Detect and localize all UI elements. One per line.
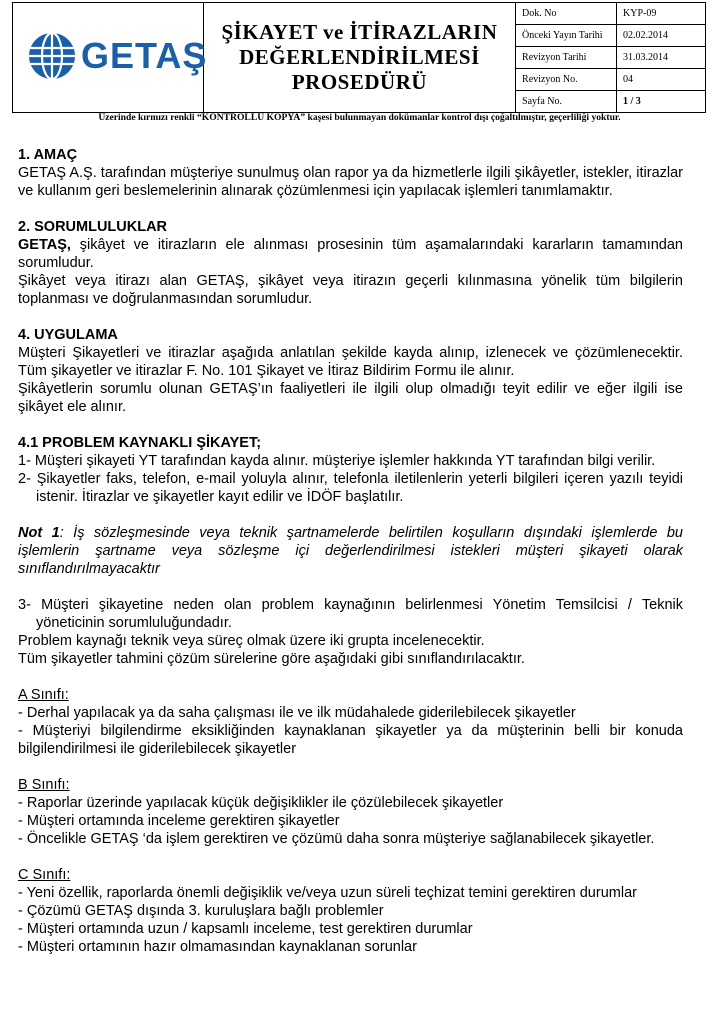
- document-title: [203, 3, 515, 113]
- info-row: [516, 91, 705, 113]
- title-line-2: DEĞERLENDİRİLMESİ: [239, 45, 480, 69]
- responsibilities-paragraph-1-text: şikâyet ve itirazların ele alınması prosesinin tüm aşamalarındaki kararların tamamından sorumludur.: [18, 237, 683, 271]
- class-a-item: - Derhal yapılacak ya da saha çalışması ile ve ilk müdahalede giderilebilecek şikayetler: [18, 705, 576, 721]
- info-key: Revizyon No.: [516, 69, 617, 91]
- responsibilities-paragraph-2: Şikâyet veya itirazı alan GETAŞ, şikâyet veya itirazın geçerli kılınmasına yönelik tüm bilgilerin toplanması ve doğrulanmasından sorumludur.: [18, 273, 683, 307]
- class-a-title: A Sınıfı:: [18, 687, 69, 703]
- section-heading-responsibilities: 2. SORUMLULUKLAR: [18, 219, 168, 235]
- class-c-item: - Yeni özellik, raporlarda önemli değişiklik ve/veya uzun süreli teçhizat temini gerektiren durumlar: [18, 885, 637, 901]
- info-key: Önceki Yayın Tarihi: [516, 25, 617, 47]
- list-item: 3- Müşteri şikayetine neden olan problem kaynağının belirlenmesi Yönetim Temsilcisi / Teknik yöneticinin sorumluluğundadır.: [18, 597, 683, 631]
- purpose-text: GETAŞ A.Ş. tarafından müşteriye sunulmuş olan rapor ya da hizmetlerle ilgili şikâyetler, istekler, itirazlar ve kullanım geri beslemelerinin alınarak çözümlenmesi için yapılacak işlemleri tanımlamaktır.: [18, 165, 683, 199]
- list-item: 1- Müşteri şikayeti YT tarafından kayda alınır. müşteriye işlemler hakkında YT tarafından bilgi verilir.: [18, 453, 656, 469]
- class-b-item: - Raporlar üzerinde yapılacak küçük değişiklikler ile çözülebilecek şikayetler: [18, 795, 504, 811]
- info-key: Sayfa No.: [516, 91, 617, 113]
- class-c-item: - Müşteri ortamında uzun / kapsamlı inceleme, test gerektiren durumlar: [18, 921, 473, 937]
- class-b-item: - Müşteri ortamında inceleme gerektiren şikayetler: [18, 813, 340, 829]
- logo-text: GETAŞ: [81, 35, 208, 76]
- controlled-copy-warning: Üzerinde kırmızı renkli “KONTROLLÜ KOPYA” kaşesi bulunmayan dokümanlar kontrol dışı çoğaltılmıştır, geçerliliği yoktur.: [98, 112, 621, 123]
- info-row: [516, 3, 705, 25]
- list-item: 2- Şikayetler faks, telefon, e-mail yoluyla alınır, telefonla iletilenlerin yeterli bilgileri içeren yazılı teyidi istenir. İtirazlar ve şikayetler kayıt edilir ve İDÖF başlatılır.: [18, 471, 683, 505]
- info-value: 02.02.2014: [617, 25, 705, 47]
- info-key: Revizyon Tarihi: [516, 47, 617, 69]
- class-b-title: B Sınıfı:: [18, 777, 70, 793]
- section-heading-application: 4. UYGULAMA: [18, 327, 118, 343]
- note-1: [18, 524, 683, 578]
- title-line-1: ŞİKAYET ve İTİRAZLARIN: [221, 20, 498, 44]
- logo-cell: [13, 3, 208, 113]
- info-row: [516, 47, 705, 69]
- title-line-3: PROSEDÜRÜ: [291, 70, 428, 94]
- info-value: 04: [617, 69, 705, 91]
- note-label: Not 1: [18, 525, 60, 541]
- info-key: Dok. No: [516, 3, 617, 25]
- section-heading-purpose: 1. AMAÇ: [18, 147, 78, 163]
- company-name-bold: GETAŞ,: [18, 237, 71, 253]
- document-body: [18, 146, 683, 956]
- info-row: [516, 25, 705, 47]
- document-info-table: [516, 3, 705, 112]
- section-heading-problem-complaint: 4.1 PROBLEM KAYNAKLI ŞİKAYET;: [18, 435, 262, 451]
- document-info-cell: [516, 3, 706, 113]
- class-a-item: - Müşteriyi bilgilendirme eksikliğinden kaynaklanan şikayetler ya da müşterinin belli bir konuda bilgilendirilmesi ile giderilebilecek şikayetler: [18, 723, 683, 757]
- info-value: KYP-09: [617, 3, 705, 25]
- class-c-item: - Çözümü GETAŞ dışında 3. kuruluşlara bağlı problemler: [18, 903, 384, 919]
- company-logo: [27, 31, 207, 81]
- class-c-item: - Müşteri ortamının hazır olmamasından kaynaklanan sorunlar: [18, 939, 417, 955]
- page-number: 1 / 3: [623, 96, 641, 107]
- application-paragraph-1: Müşteri Şikayetleri ve itirazlar aşağıda anlatılan şekilde kayda alınıp, izlenecek ve çözümlenecektir. Tüm şikayetler ve itirazlar F. No. 101 Şikayet ve İtiraz Bildirim Formu ile alınır.: [18, 345, 683, 379]
- application-paragraph-2: Şikâyetlerin sorumlu olunan GETAŞ’ın faaliyetleri ile ilgili olup olmadığı teyit edilir ve eğer ilgili ise şikâyet ele alınır.: [18, 381, 683, 415]
- problem-source-paragraph: Problem kaynağı teknik veya süreç olmak üzere iki grupta incelenecektir.: [18, 633, 485, 649]
- responsibilities-paragraph-1: [18, 236, 683, 272]
- class-c-title: C Sınıfı:: [18, 867, 71, 883]
- document-header: [12, 2, 706, 113]
- classification-paragraph: Tüm şikayetler tahmini çözüm sürelerine göre aşağıdaki gibi sınıflandırılacaktır.: [18, 651, 525, 667]
- class-b-item: - Öncelikle GETAŞ ‘da işlem gerektiren ve çözümü daha sonra müşteriye sağlanabilecek şikayetler.: [18, 831, 655, 847]
- globe-icon: [27, 31, 77, 81]
- note-text: : İş sözleşmesinde veya teknik şartnamelerde belirtilen koşulların dışındaki işlemlerde bu işlemlerin şartname veya sözleşme içi değerlendirilmesi istekleri müşteri şikayeti olarak sınıflandırılmayacaktır: [18, 525, 683, 577]
- info-value: 31.03.2014: [617, 47, 705, 69]
- info-row: [516, 69, 705, 91]
